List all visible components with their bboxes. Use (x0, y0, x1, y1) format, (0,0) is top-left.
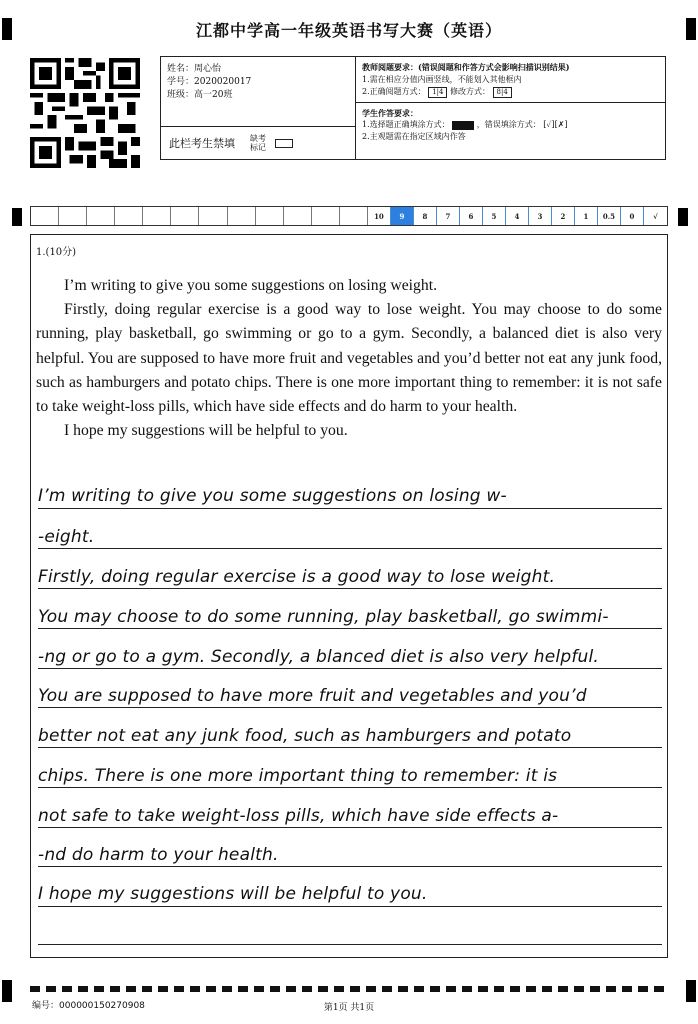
student-id: 2020020017 (194, 77, 252, 87)
corner-mark-bottom-right (686, 980, 696, 1002)
score-bar (30, 206, 668, 226)
writing-rule (38, 906, 662, 907)
handwriting-line: -ng or go to a gym. Secondly, a blanced diet is also very helpful. (38, 647, 600, 667)
page-indicator: 第1页 共1页 (323, 1003, 375, 1013)
correct-fill-example (452, 121, 474, 130)
writing-rule (38, 944, 662, 945)
handwriting-line: I hope my suggestions will be helpful to you. (38, 884, 428, 904)
score-cell[interactable]: 9 (391, 207, 414, 225)
writing-rule (38, 588, 662, 589)
score-blank-cell (340, 207, 368, 225)
teacher-requirements: 教师阅题要求：(错误阅题和作答方式会影响扫描识别结果) 1.需在相应分值内画竖线，不能划入其他框内 2.正确阅题方式： 1|4 修改方式： 8|4 (362, 62, 570, 96)
handwriting-line: -nd do harm to your health. (38, 845, 279, 865)
writing-rule (38, 508, 662, 509)
score-cell[interactable]: √ (653, 211, 658, 221)
score-cell[interactable]: 0.5 (598, 207, 621, 225)
score-blank-cell (256, 207, 284, 225)
fix-mark-example: 8|4 (493, 87, 512, 98)
writing-rule (38, 707, 662, 708)
score-cell[interactable]: 7 (437, 207, 460, 225)
corner-mark-bottom-left (2, 980, 12, 1002)
page-title: 江都中学高一年级英语书写大赛（英语） (195, 21, 502, 40)
qr-code-icon (30, 58, 140, 168)
handwriting-line: -eight. (38, 527, 95, 547)
score-blank-cell (199, 207, 227, 225)
writing-rule (38, 747, 662, 748)
score-cell[interactable]: 0 (621, 207, 644, 225)
side-mark-left (12, 208, 22, 226)
handwriting-line: I’m writing to give you some suggestions on losing w- (38, 486, 507, 506)
score-cell[interactable]: 4 (506, 207, 529, 225)
student-requirements: 学生作答要求： 1.选择题正确填涂方式： ，错误填涂方式： [✓][✗] 2.主观题需在指定区域内作答 (356, 102, 665, 147)
student-class-row: 班级：高一20班 (167, 90, 233, 100)
score-blank-cell (115, 207, 143, 225)
staff-only-label: 此栏考生禁填 (169, 137, 235, 150)
side-mark-right (678, 208, 688, 226)
score-cell[interactable]: 8 (414, 207, 437, 225)
student-info-box (160, 56, 356, 160)
score-blank-cell (171, 207, 199, 225)
student-id-row: 学号：2020020017 (167, 77, 252, 87)
student-name: 周心怡 (194, 64, 222, 74)
absent-mark-label: 缺考标记 (250, 134, 266, 152)
prompt-paragraph: Firstly, doing regular exercise is a good way to lose weight. You may choose to do some running, play basketball, go swimming or go to a gym. Secondly, a balanced diet is also very helpful. You are supposed to have more fruit and vegetables and you’d better not eat any junk food, such as hamburgers and potato chips. There is one more important thing to remember: it is not safe to take weight-loss pills, which have side effects and do harm to your health. (36, 301, 662, 416)
score-cell[interactable]: 10 (368, 207, 391, 225)
writing-rule (38, 827, 662, 828)
score-cell[interactable]: 6 (460, 207, 483, 225)
correct-mark-example: 1|4 (428, 87, 447, 98)
student-name-row: 姓名：周心怡 (167, 64, 222, 74)
handwriting-line: You may choose to do some running, play basketball, go swimmi- (38, 607, 609, 627)
score-blank-cell (228, 207, 256, 225)
score-cell[interactable]: 3 (529, 207, 552, 225)
footer-dash-line (30, 986, 668, 992)
question-label: 1.(10分) (36, 247, 77, 258)
score-cell[interactable]: 2 (552, 207, 575, 225)
staff-only-row (161, 127, 355, 159)
writing-rule (38, 787, 662, 788)
absent-mark-checkbox[interactable] (275, 139, 293, 148)
score-blank-cell (59, 207, 87, 225)
score-blank-cell (312, 207, 340, 225)
requirements-box (356, 56, 666, 160)
score-blank-cell (143, 207, 171, 225)
score-cell[interactable]: 5 (483, 207, 506, 225)
handwriting-line: better not eat any junk food, such as hamburgers and potato (38, 726, 572, 746)
handwriting-line: Firstly, doing regular exercise is a good way to lose weight. (38, 567, 556, 587)
score-cell[interactable]: 1 (575, 207, 598, 225)
score-blank-cell (284, 207, 312, 225)
score-blank-cell (87, 207, 115, 225)
handwriting-line: chips. There is one more important thing to remember: it is (38, 766, 558, 786)
serial-number: 编号：000000150270908 (32, 1001, 145, 1011)
handwriting-line: not safe to take weight-loss pills, which have side effects a- (38, 806, 559, 826)
wrong-fill-example: [✓][✗] (543, 120, 568, 129)
prompt-paragraph: I’m writing to give you some suggestions on losing weight. (64, 277, 437, 294)
score-blank-cell (31, 207, 59, 225)
writing-rule (38, 628, 662, 629)
writing-rule (38, 866, 662, 867)
handwriting-line: You are supposed to have more fruit and vegetables and you’d (38, 686, 587, 706)
writing-rule (38, 548, 662, 549)
prompt-paragraph: I hope my suggestions will be helpful to you. (64, 422, 348, 440)
student-class: 高一20班 (194, 90, 233, 100)
prompt-text (36, 274, 662, 443)
writing-rule (38, 668, 662, 669)
